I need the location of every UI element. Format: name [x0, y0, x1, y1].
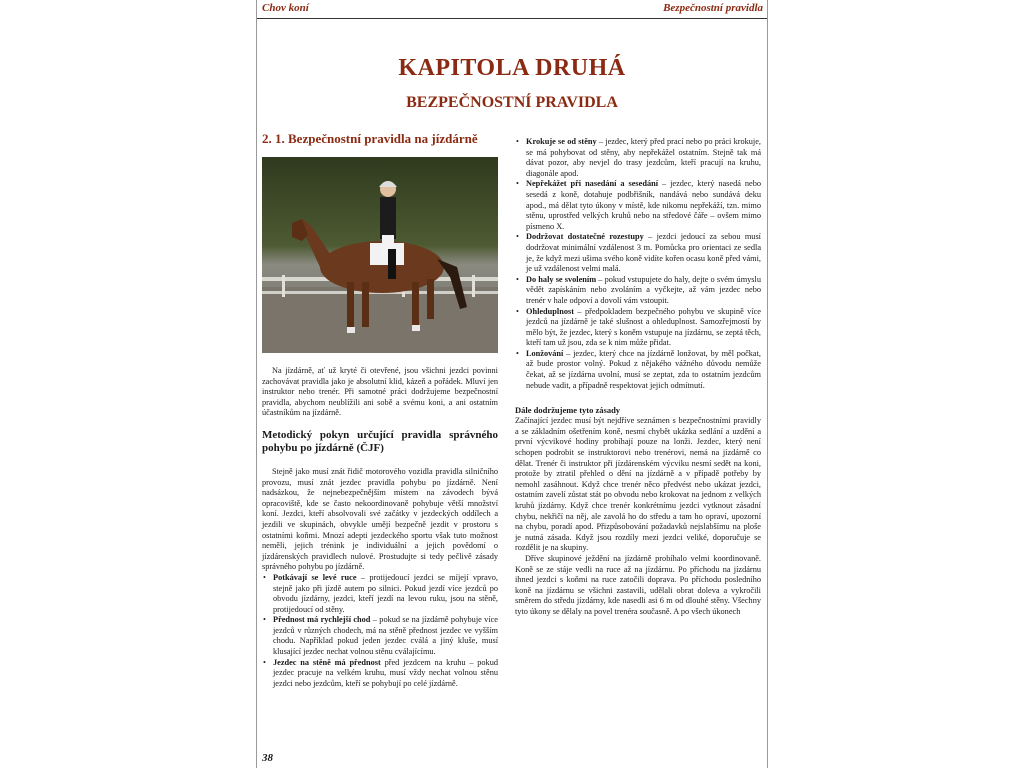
left-column — [262, 366, 498, 689]
further-paragraph-1: Začínající jezdec musí být nejdříve seznámen s bezpečnostními pravidly a se základním ošetřením koně, nesmí chybět ukázka sedlání a uzdění a první výcvikové hodiny probíhají pouze na lonži. Jezdec, který není schopen podrobit se instruktorovi nebo trenérovi, nemá na jízdárně co dělat. Trenér či instruktor při jízdárenském výcviku nesmí sedět na koni, protože by ztratil přehled o dění na jízdárně a v případě potřeby by nemohl zasáhnout. Když chce trenér něco předvést nebo ukázat jezdci, ostatním zavelí zůstat stát po obvodu nebo krokovat na jednom z velkých kruhů jízdárny. Když chce trenér konkrétnímu jezdci vytknout zásadní chybu, nekřičí na něj, ale zavolá ho do středu a tam ho opraví, upozorní na chybu, poradí apod. Přizpůsobování požadavků nejslabšímu na ploše je nutná zásada. Když jsou rozdíly mezi jezdci veliké, doporučuje se rozdělit je na skupiny. — [515, 416, 761, 553]
subsection-paragraph: Stejně jako musí znát řidič motorového vozidla pravidla silničního provozu, musí znát jezdec pravidla pohybu po jízdárně. Není nadsázkou, že nejnebezpečnějším místem na závodech bývá opracoviště, kde se často nekoordinovaně pohybuje větší množství koní. Jezdci, kteří absolvovali své začátky v jezdeckých oddílech a jezdili ve skupinách, obvykle umějí bezpečně jezdit v prostoru s ostatními koňmi. Mnozí adepti jezdeckého sportu však tuto možnost neměli, jejich trénink je individuální a jejich povědomí o jízdárenských pravidlech nulové. Prostudujte si tedy pečlivě zásady správného pohybu po jízdárně. — [262, 466, 498, 572]
list-item: • Potkávají se levé ruce – protijedoucí jezdci se míjejí vpravo, stejně jako při jízdě autem po silnici. Pokud jezdí více jezdců po obvodu jízdárny, jezdci, kteří jezdí na levou ruku, jsou na stěně, protijedoucí od stěny. — [262, 573, 498, 615]
list-item: • Dodržovat dostatečné rozestupy – jezdci jedoucí za sebou musí dodržovat minimální vzdálenost 3 m. Pomůcka pro orientaci ze sedla je, že když mezi ušima svého koně vidíte kořen ocasu koně před vámi, je už vzdálenost velmi malá. — [515, 232, 761, 274]
page-number: 38 — [262, 752, 273, 764]
list-item: • Ohleduplnost – předpokladem bezpečného pohybu ve skupině více jezdců na jízdárně je také slušnost a ohleduplnost. Samozřejmostí by mělo být, že jezdec, který s koněm vstupuje na jízdárnu, se zeptá těch, kteří tam už jsou, zda se k nim může přidat. — [515, 307, 761, 349]
intro-paragraph: Na jízdárně, ať už kryté či otevřené, jsou všichni jezdci povinni zachovávat pravidla jako je absolutní klid, kázeň a pořádek. Mluví jen instruktor nebo trenér. Při samotné práci dodržujeme bezpečnostní pravidla, abychom neublížili ani sobě a svému koni, a ani ostatním účastníkům na jízdárně. — [262, 366, 498, 418]
rules-list-left — [262, 573, 498, 690]
header-rule — [257, 18, 767, 19]
subsection-title: Metodický pokyn určující pravidla správného pohybu po jízdárně (ČJF) — [262, 428, 498, 454]
section-title: 2. 1. Bezpečnostní pravidla na jízdárně — [262, 131, 478, 146]
chapter-title: KAPITOLA DRUHÁ — [398, 55, 626, 81]
right-column — [515, 137, 761, 618]
further-rules-title: Dále dodržujeme tyto zásady — [515, 405, 621, 416]
horse-rider-photo — [262, 157, 498, 353]
list-item: • Jezdec na stěně má přednost před jezdcem na kruhu – pokud jezdec pracuje na velkém kruhu, musí vždy nechat volnou stěnu jezdci nebo jezdcům, kteří se pohybují po celé jízdárně. — [262, 658, 498, 690]
horse-rider-illustration — [262, 157, 498, 353]
further-paragraph-2: Dříve skupinové ježdění na jízdárně probíhalo velmi koordinovaně. Koně se ze stáje vedli na ruce až na jízdárnu. Po příchodu na jízdárnu ihned jezdci s koňmi na ruce zatočili doprava. Po příchodu posledního koně na jízdárnu se všichni zastavili, udělali obrat doleva a vykročili směrem do středu jízdárny, kde nasedli asi 6 m od dlouhé stěny. Všechny tyto úkony se dělaly na povel trenéra současně. A po všech úkonech — [515, 553, 761, 616]
section-heading-block — [262, 131, 498, 146]
list-item: • Do haly se svolením – pokud vstupujete do haly, dejte o svém úmyslu vědět zapískáním nebo zvoláním a vyčkejte, až vám jezdec nebo trenér v hale odpoví a dovolí vám vstoupit. — [515, 275, 761, 307]
running-header-right: Bezpečnostní pravidla — [663, 2, 763, 14]
rules-list-right — [515, 137, 761, 391]
running-header-left: Chov koní — [262, 2, 309, 14]
list-item: • Lonžování – jezdec, který chce na jízdárně lonžovat, by měl počkat, až bude prostor volný. Pokud z nějakého vážného důvodu nemůže čekat, až se jízdárna uvolní, musí se zeptat, zda to ostatním jezdcům nebude vadit, a případně respektovat jejich odmítnutí. — [515, 349, 761, 391]
book-page — [256, 0, 768, 768]
list-item: • Přednost má rychlejší chod – pokud se na jízdárně pohybuje více jezdců v různých chodech, má na stěně přednost jezdec ve vyšším chodu. Například pokud jeden jezdec cválá a jiný kluše, musí klusající jezdec nechat volnou stěnu cválajícímu. — [262, 615, 498, 657]
chapter-subtitle: BEZPEČNOSTNÍ PRAVIDLA — [406, 94, 618, 111]
list-item: • Krokuje se od stěny – jezdec, který před prací nebo po práci krokuje, se má pohybovat od stěny, aby nepřekážel ostatním. Stejně tak má dávat pozor, aby nevjel do trasy jezdcům, kteří pracují na kruhu, diagonále apod. — [515, 137, 761, 179]
list-item: • Nepřekážet při nasedání a sesedání – jezdec, který nasedá nebo sesedá z koně, dotahuje podbřišník, nandává nebo sundává deku apod., má dělat tyto úkony v místě, kde nikomu nepřekáží, tzn. mimo stěnu, uprostřed velkých kruhů nebo na středové čáře – ovšem mimo písmeno X. — [515, 179, 761, 232]
